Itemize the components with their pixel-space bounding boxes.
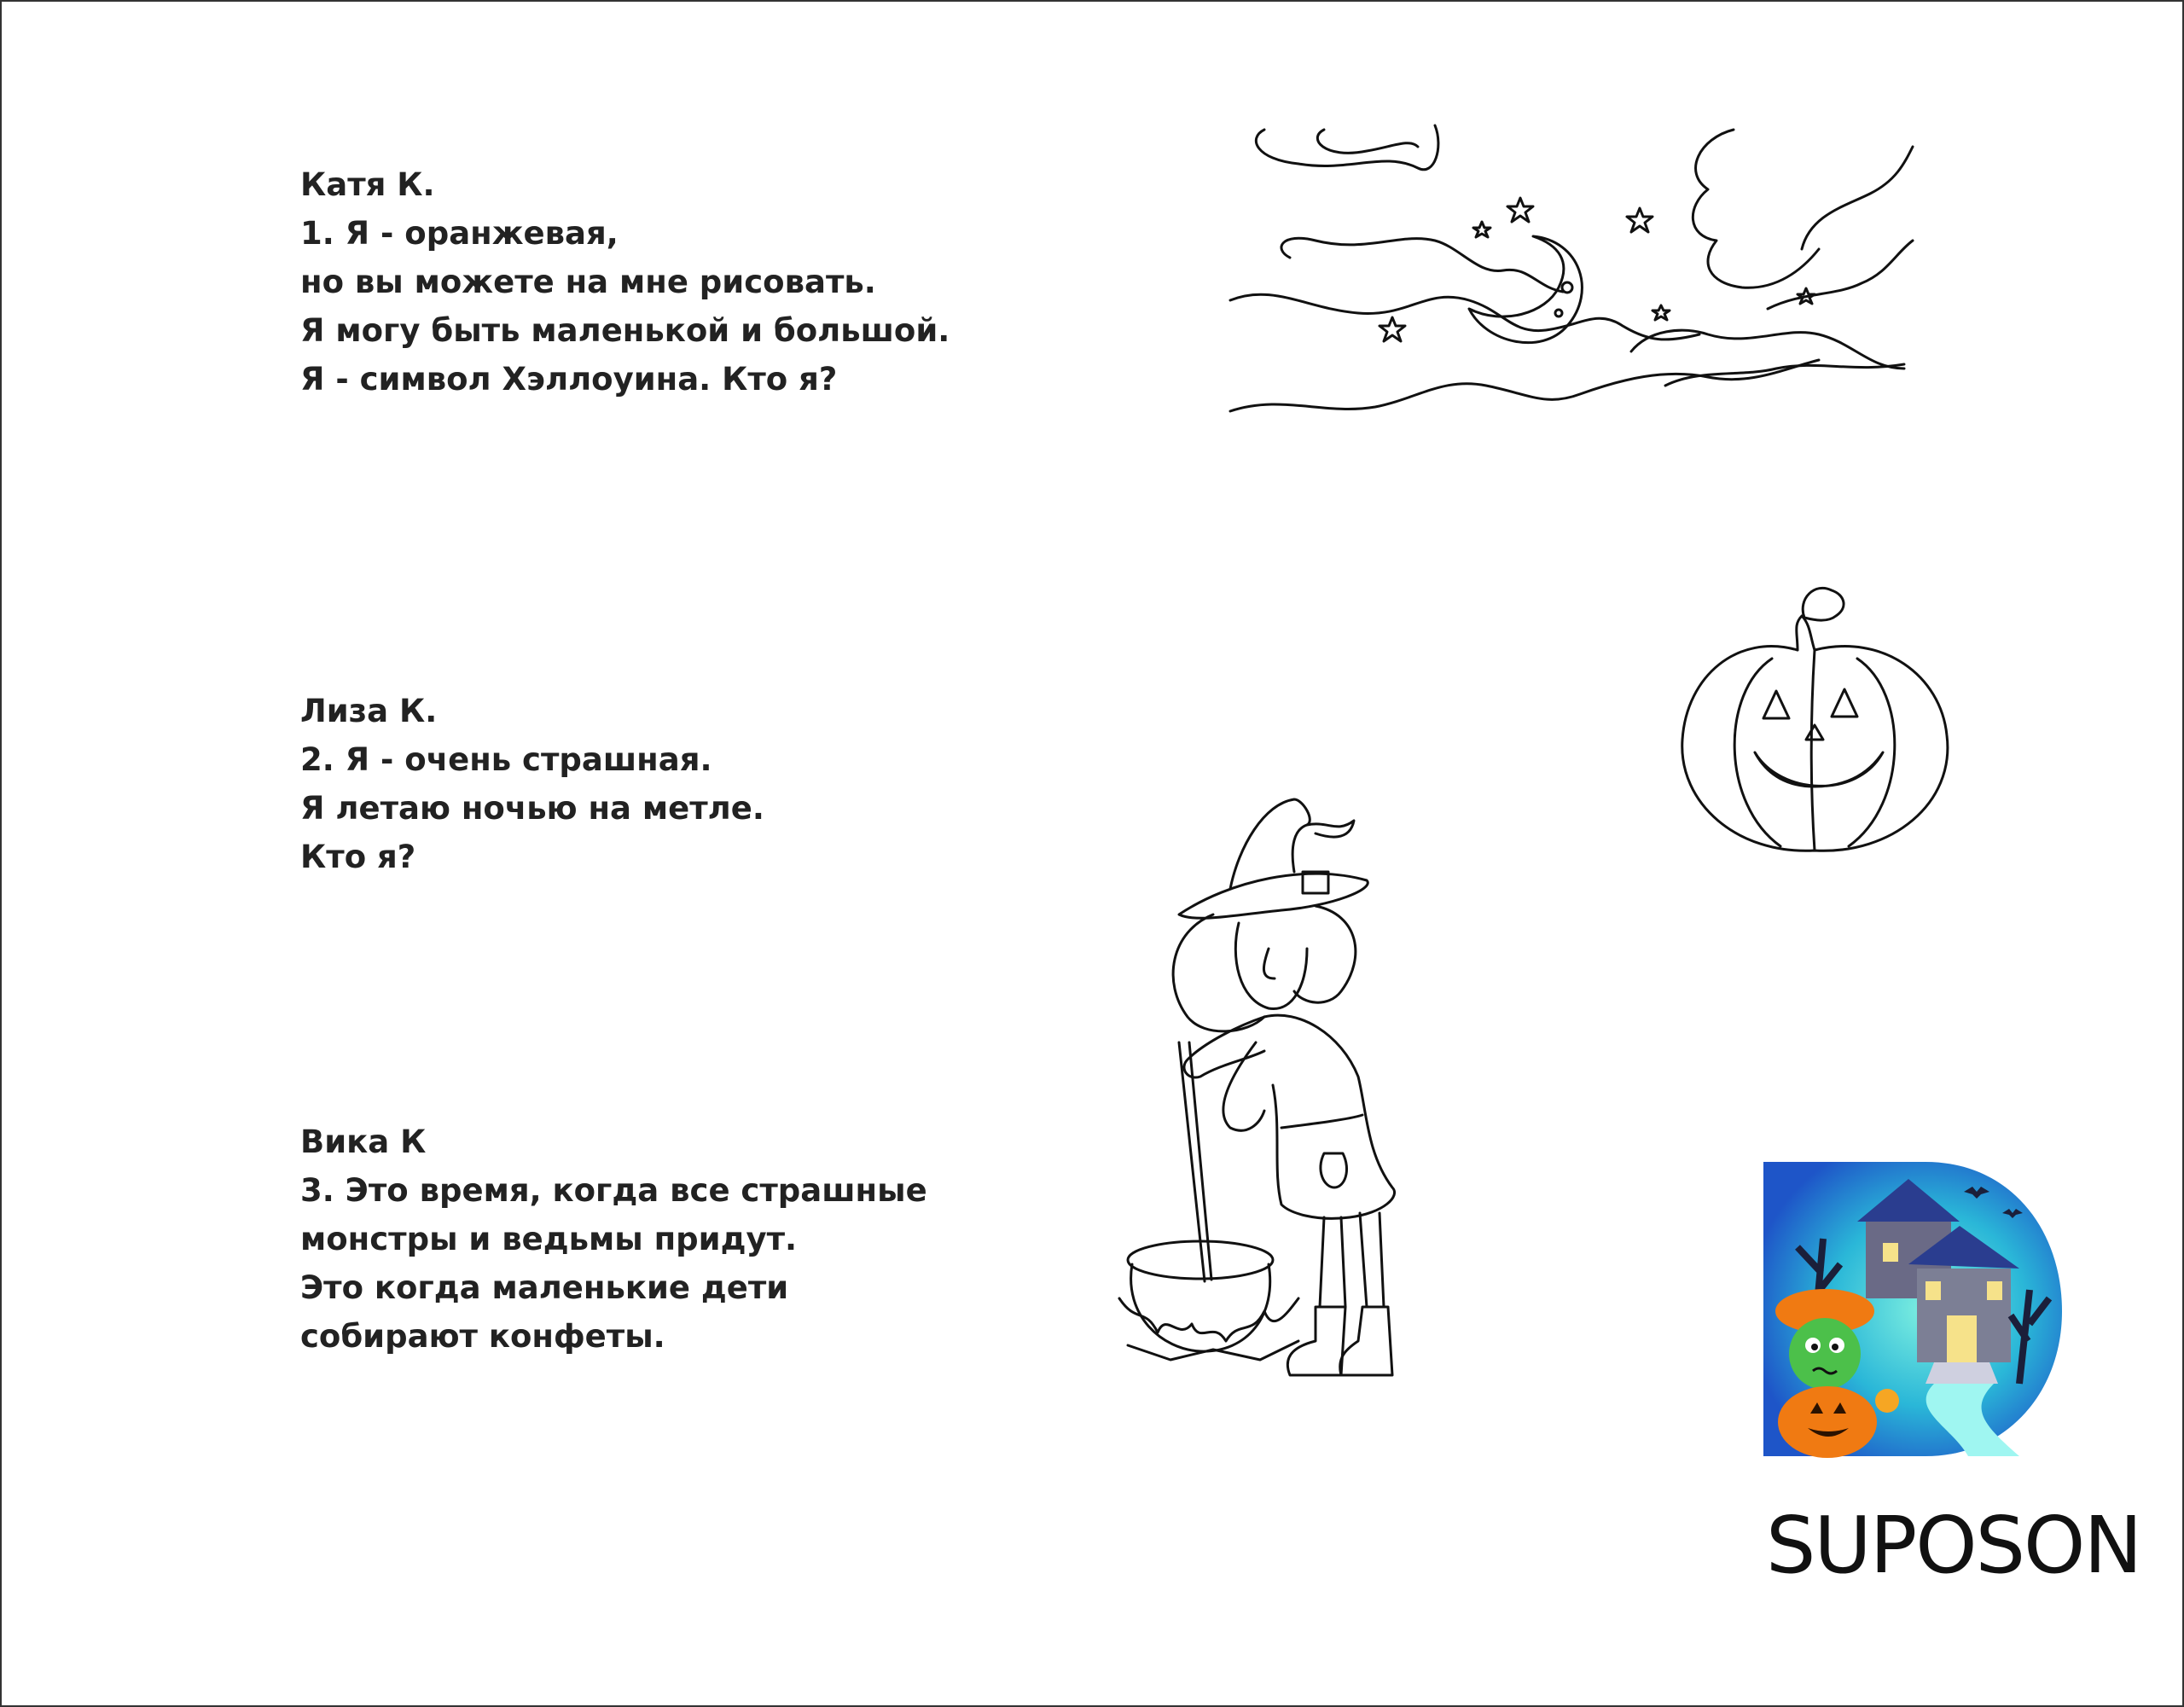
star-icon bbox=[1653, 305, 1670, 320]
bat-icon bbox=[1321, 1153, 1347, 1187]
pumpkin-rib bbox=[1849, 659, 1895, 846]
riddle-line: 1. Я - оранжевая, bbox=[300, 215, 619, 252]
cloud-swirl bbox=[1256, 125, 1438, 170]
witch-nose bbox=[1263, 949, 1275, 978]
witch-leg bbox=[1320, 1217, 1324, 1307]
goblin-pupil-icon bbox=[1811, 1344, 1818, 1350]
witch-hat-tip bbox=[1307, 821, 1354, 837]
cloud-swirl bbox=[1631, 330, 1904, 369]
witch-boot bbox=[1340, 1307, 1392, 1375]
riddle-line: Я летаю ночью на метле. bbox=[300, 790, 764, 827]
suposon-logo-illustration bbox=[1763, 1162, 2071, 1462]
cauldron-fire bbox=[1119, 1298, 1298, 1341]
cauldron-body bbox=[1131, 1264, 1270, 1351]
witch-leg bbox=[1341, 1217, 1345, 1307]
pumpkin-leaf bbox=[1803, 588, 1844, 620]
star-icon bbox=[1507, 198, 1533, 222]
riddle-line: собирают конфеты. bbox=[300, 1318, 665, 1355]
riddle-line: но вы можете на мне рисовать. bbox=[300, 264, 876, 300]
cauldron-logs bbox=[1128, 1341, 1298, 1360]
brand-logotype: SUPOSON bbox=[1766, 1500, 2141, 1591]
witch-leg bbox=[1380, 1213, 1384, 1307]
cloud-swirl bbox=[1281, 238, 1563, 292]
cloud-swirl bbox=[1665, 364, 1904, 386]
pumpkin-stem bbox=[1797, 616, 1815, 650]
pumpkin-nose bbox=[1806, 725, 1823, 740]
crescent-moon bbox=[1469, 236, 1582, 343]
witch-face bbox=[1235, 923, 1307, 1008]
witch-belt bbox=[1281, 1115, 1362, 1128]
witch-arm bbox=[1223, 1042, 1264, 1130]
riddle-line: монстры и ведьмы придут. bbox=[300, 1221, 798, 1257]
pumpkin-rib bbox=[1811, 650, 1815, 851]
cloud-swirl bbox=[1317, 130, 1418, 153]
riddle-2 bbox=[300, 687, 764, 881]
riddle-line: 3. Это время, когда все страшные bbox=[300, 1172, 927, 1209]
candy-bag-icon bbox=[1875, 1389, 1899, 1413]
riddle-author: Лиза К. bbox=[300, 693, 438, 729]
riddle-line: Я могу быть маленькой и большой. bbox=[300, 312, 950, 349]
witch-leg bbox=[1360, 1213, 1367, 1307]
pumpkin-mouth bbox=[1755, 752, 1883, 787]
riddle-author: Катя К. bbox=[300, 166, 435, 203]
moon-crater bbox=[1555, 310, 1562, 316]
goblin-pupil-icon bbox=[1832, 1344, 1838, 1350]
house-window-icon bbox=[1987, 1281, 2002, 1300]
cloud-swirl bbox=[1802, 147, 1913, 249]
pumpkin-rib bbox=[1734, 659, 1780, 846]
star-icon bbox=[1380, 317, 1405, 341]
jack-o-lantern-illustration bbox=[1670, 582, 1960, 855]
cloud-swirl bbox=[1230, 294, 1699, 340]
riddle-3 bbox=[300, 1118, 927, 1361]
house-door-icon bbox=[1947, 1315, 1977, 1362]
riddle-author: Вика К bbox=[300, 1123, 427, 1160]
witch-hat bbox=[1179, 874, 1368, 918]
witch-illustration bbox=[1111, 787, 1520, 1409]
riddle-line: Я - символ Хэллоуина. Кто я? bbox=[300, 361, 838, 398]
star-icon bbox=[1627, 208, 1653, 232]
house-steps-icon bbox=[1926, 1362, 1998, 1384]
pumpkin-eye bbox=[1832, 689, 1857, 717]
night-sky-illustration bbox=[1222, 113, 1930, 428]
cloud-swirl bbox=[1693, 130, 1819, 287]
moon-crater bbox=[1562, 282, 1572, 293]
star-icon bbox=[1473, 222, 1490, 237]
riddle-1 bbox=[300, 160, 950, 404]
pumpkin-body bbox=[1682, 647, 1948, 851]
riddle-line: Кто я? bbox=[300, 839, 416, 875]
witch-hair bbox=[1173, 914, 1264, 1031]
pumpkin-eye bbox=[1763, 691, 1789, 718]
house-window-icon bbox=[1926, 1281, 1941, 1300]
witch-dress bbox=[1264, 1015, 1395, 1218]
witch-hair bbox=[1294, 906, 1356, 1002]
riddle-line: Это когда маленькие дети bbox=[300, 1269, 789, 1306]
riddle-line: 2. Я - очень страшная. bbox=[300, 741, 712, 778]
house-window-icon bbox=[1883, 1243, 1898, 1262]
cloud-swirl bbox=[1230, 360, 1819, 411]
goblin-face-icon bbox=[1789, 1318, 1861, 1390]
pumpkin-costume-icon bbox=[1778, 1386, 1877, 1458]
